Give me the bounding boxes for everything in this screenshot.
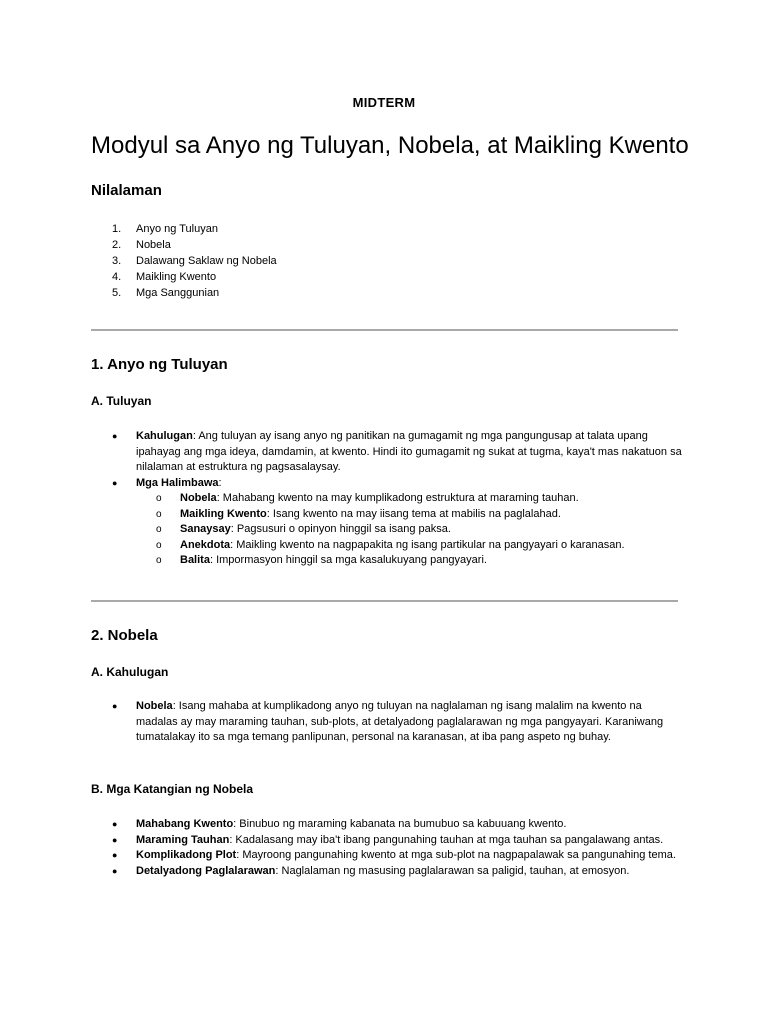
sub-list-item: o Sanaysay: Pagsusuri o opinyon hinggil sa isang paksa. bbox=[112, 522, 682, 538]
list-item: ● Mahabang Kwento: Binubuo ng maraming kabanata na bumubuo sa kabuuang kwento. bbox=[112, 817, 682, 833]
list-item: ● Nobela: Isang mahaba at kumplikadong anyo ng tuluyan na naglalaman ng isang malalim na kwento na madalas ay may maraming tauhan, sub-plots, at detalyadong paglalarawan ng mga pangyayari. Karaniwang tumatalakay ito sa mga temang panlipunan, personal na karanasan, at iba pang aspeto ng buhay. bbox=[112, 699, 682, 746]
doc-title: Modyul sa Anyo ng Tuluyan, Nobela, at Maikling Kwento bbox=[91, 132, 689, 159]
subheading-tuluyan: A. Tuluyan bbox=[91, 394, 152, 408]
list-item: ● Detalyadong Paglalarawan: Naglalaman ng masusing paglalarawan sa paligid, tauhan, at emosyon. bbox=[112, 864, 682, 880]
bullet-icon: ● bbox=[112, 850, 118, 860]
sub-list-item: o Anekdota: Maikling kwento na nagpapakita ng isang partikular na pangyayari o karanasan. bbox=[112, 538, 682, 554]
toc-item-label: Dalawang Saklaw ng Nobela bbox=[136, 255, 277, 267]
section-divider bbox=[91, 329, 678, 331]
section-heading-anyo: 1. Anyo ng Tuluyan bbox=[91, 356, 228, 373]
toc-item: 2. Nobela bbox=[112, 239, 171, 251]
bullet-icon: ● bbox=[112, 701, 118, 711]
katangian-list bbox=[112, 817, 682, 879]
list-item: ● Komplikadong Plot: Mayroong pangunahing kwento at mga sub-plot na nagpapalawak sa pangunahing tema. bbox=[112, 848, 682, 864]
doc-header: MIDTERM bbox=[352, 95, 416, 110]
toc-item: 5. Mga Sanggunian bbox=[112, 287, 220, 299]
toc-item: 3. Dalawang Saklaw ng Nobela bbox=[112, 255, 277, 267]
toc-item: 4. Maikling Kwento bbox=[112, 271, 217, 283]
bullet-icon: ● bbox=[112, 865, 118, 876]
toc-item-label: Mga Sanggunian bbox=[136, 287, 220, 299]
toc-item: 1. Anyo ng Tuluyan bbox=[112, 223, 218, 235]
bullet-icon: ● bbox=[112, 819, 118, 829]
toc-heading: Nilalaman bbox=[91, 182, 162, 199]
list-item: ● Mga Halimbawa: bbox=[112, 476, 682, 492]
circle-bullet-icon: o bbox=[156, 508, 162, 520]
bullet-icon: ● bbox=[112, 477, 118, 488]
section-heading-nobela: 2. Nobela bbox=[91, 627, 158, 644]
circle-bullet-icon: o bbox=[156, 539, 162, 551]
subheading-kahulugan: A. Kahulugan bbox=[91, 665, 169, 679]
sub-list-item: o Nobela: Mahabang kwento na may kumplikadong estruktura at maraming tauhan. bbox=[112, 491, 682, 507]
bullet-icon: ● bbox=[112, 834, 118, 845]
toc-item-label: Maikling Kwento bbox=[136, 271, 217, 283]
circle-bullet-icon: o bbox=[156, 493, 162, 504]
tuluyan-list bbox=[112, 429, 682, 569]
section-divider bbox=[91, 600, 678, 602]
circle-bullet-icon: o bbox=[156, 524, 162, 535]
bullet-icon: ● bbox=[112, 431, 118, 441]
sub-list-item: o Balita: Impormasyon hinggil sa mga kasalukuyang pangyayari. bbox=[112, 553, 682, 569]
toc-item-label: Nobela bbox=[136, 239, 171, 251]
list-item: ● Maraming Tauhan: Kadalasang may iba't ibang pangunahing tauhan at mga tauhan sa pangalawang antas. bbox=[112, 833, 682, 849]
subheading-katangian: B. Mga Katangian ng Nobela bbox=[91, 782, 254, 796]
nobela-definition-list bbox=[112, 699, 682, 746]
sub-list-item: o Maikling Kwento: Isang kwento na may iisang tema at mabilis na paglalahad. bbox=[112, 507, 682, 523]
list-item: ● Kahulugan: Ang tuluyan ay isang anyo ng panitikan na gumagamit ng mga pangungusap at talata upang ipahayag ang mga ideya, damdamin, at kwento. Hindi ito gumagamit ng sukat at tugma, kaya't mas nakatuon sa nilalaman at estruktura ng pagsasalaysay. bbox=[112, 429, 682, 476]
toc-item-label: Anyo ng Tuluyan bbox=[136, 223, 218, 235]
toc-list bbox=[112, 221, 277, 301]
circle-bullet-icon: o bbox=[156, 555, 162, 566]
